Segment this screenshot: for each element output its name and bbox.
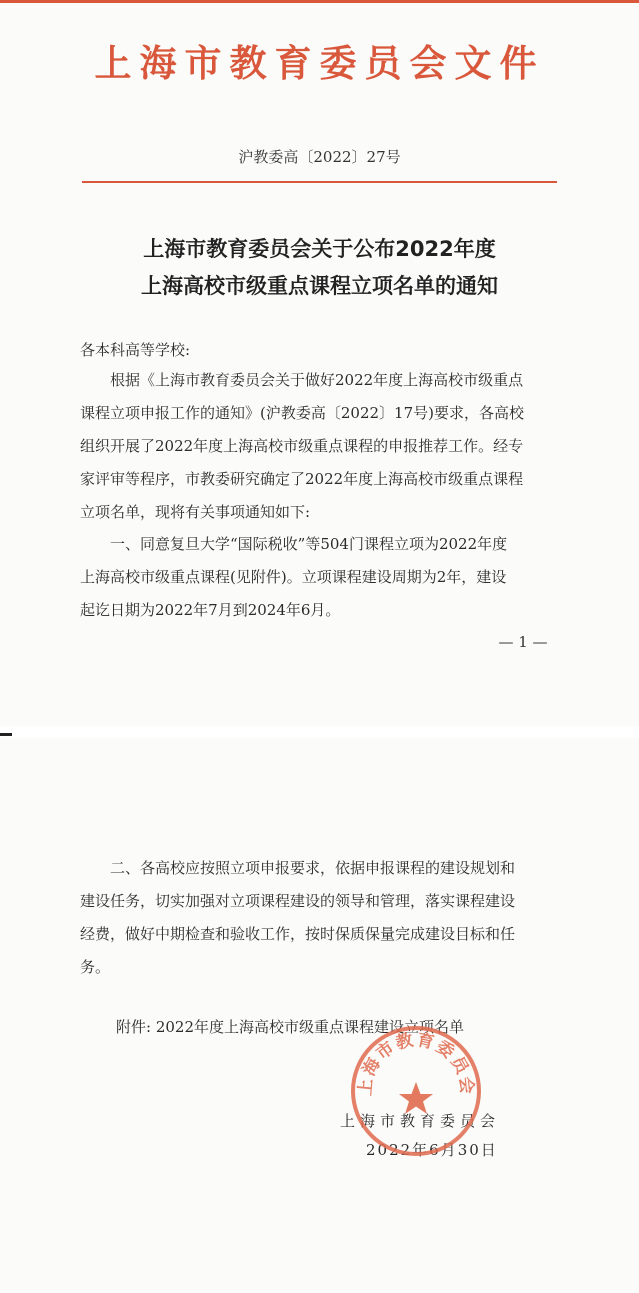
- attachment-note: 附件: 2022年度上海高校市级重点课程建设立项名单: [116, 1018, 464, 1036]
- paragraph-3-line: 二、各高校应按照立项申报要求，依据申报课程的建设规划和: [110, 859, 516, 877]
- document-page-2: [0, 738, 639, 1293]
- salutation: 各本科高等学校:: [80, 341, 191, 359]
- issuer-signature: 上海市教育委员会: [340, 1112, 501, 1130]
- paragraph-2-line: 上海高校市级重点课程(见附件)。立项课程建设周期为2年，建设: [80, 568, 507, 586]
- document-page-1: [0, 3, 639, 726]
- paragraph-2-line: 一、同意复旦大学“国际税收”等504门课程立项为2022年度: [110, 535, 508, 553]
- official-seal: [349, 1024, 483, 1158]
- notice-title-line-1: 上海市教育委员会关于公布2022年度: [143, 237, 496, 261]
- paragraph-3-line: 经费，做好中期检查和验收工作，按时保质保量完成建设目标和任: [80, 925, 516, 943]
- issue-date: 2022年6月30日: [366, 1141, 498, 1159]
- seal-text: 上海市教育委员会: [355, 1030, 477, 1097]
- paragraph-1-line: 立项名单，现将有关事项通知如下:: [80, 503, 311, 521]
- paragraph-1-line: 家评审等程序，市教委研究确定了2022年度上海高校市级重点课程: [80, 470, 524, 488]
- paragraph-2-line: 起讫日期为2022年7月到2024年6月。: [80, 601, 341, 619]
- scan-mark: [0, 733, 12, 736]
- paragraph-1-line: 根据《上海市教育委员会关于做好2022年度上海高校市级重点: [110, 371, 524, 389]
- seal-star-icon: [399, 1082, 433, 1114]
- header-divider: [82, 181, 557, 183]
- notice-title-line-2: 上海高校市级重点课程立项名单的通知: [141, 274, 498, 298]
- document-number: 沪教委高〔2022〕27号: [238, 148, 401, 166]
- paragraph-1-line: 课程立项申报工作的通知》(沪教委高〔2022〕17号)要求，各高校: [80, 404, 524, 422]
- page-gap: [0, 726, 639, 738]
- paragraph-3-line: 建设任务，切实加强对立项课程建设的领导和管理，落实课程建设: [80, 892, 516, 910]
- paragraph-3-line: 务。: [80, 958, 111, 976]
- document-header-title: 上海市教育委员会文件: [94, 41, 545, 85]
- paragraph-1-line: 组织开展了2022年度上海高校市级重点课程的申报推荐工作。经专: [80, 437, 524, 455]
- page-number: — 1 —: [498, 633, 548, 651]
